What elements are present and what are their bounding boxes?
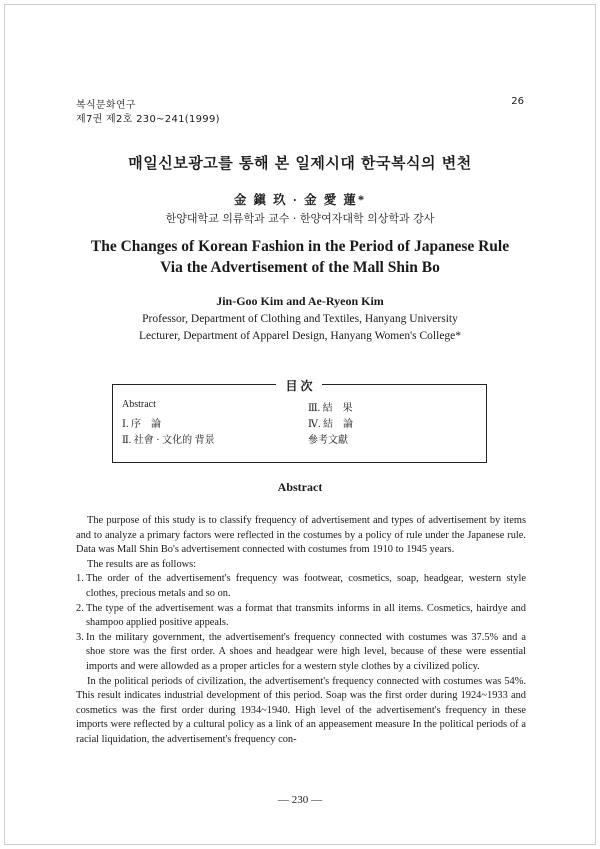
page-frame-top bbox=[4, 4, 596, 5]
header-page-number: 26 bbox=[511, 96, 524, 107]
toc-item-results: Ⅲ. 結 果 bbox=[308, 403, 353, 414]
title-english-line2: Via the Advertisement of the Mall Shin Bo bbox=[160, 259, 440, 276]
toc-rule-right bbox=[322, 384, 486, 385]
affiliation-korean: 한양대학교 의류학과 교수 · 한양여자대학 의상학과 강사 bbox=[165, 212, 435, 225]
list-item-text: The type of the advertisement was a format that transmits informs in all items. Cosmetics, hairdye and shampoo applied positive appeals. bbox=[86, 602, 526, 629]
list-item bbox=[76, 631, 526, 675]
list-item-text: In the military government, the advertisement's frequency connected with costumes was 37.5% and a shoe store was the first order. A shoes and headgear were high level, because of these were essential imports and were allowded as a proper articles for a western style clothes by a civilized policy. bbox=[86, 631, 526, 672]
list-item-number: 2. bbox=[76, 602, 84, 614]
toc-heading: 目 次 bbox=[285, 379, 313, 393]
list-item bbox=[76, 602, 526, 631]
page-frame-right bbox=[595, 4, 596, 845]
title-english-line1: The Changes of Korean Fashion in the Period of Japanese Rule bbox=[90, 238, 510, 255]
abstract-closing: In the political periods of civilization, the advertisement's frequency connected with costumes was 54%. This result indicates industrial development of this period. Soap was the first order during 1924~1933 and cosmetics was the first order during 1934~1940. High level of the advertisement's frequency in these imports were reflected by a cultural policy as a link of an appeasement measure In the political periods of a racial liquidation, the advertisement's frequency con- bbox=[76, 675, 526, 745]
page-frame-bottom bbox=[4, 844, 596, 845]
volume-issue: 제7권 제2호 230~241(1999) bbox=[76, 114, 220, 125]
toc-item-introduction: Ⅰ. 序 論 bbox=[122, 419, 161, 430]
toc-rule-left bbox=[112, 384, 276, 385]
footer-page-number: — 230 — bbox=[278, 794, 322, 806]
toc-item-background: Ⅱ. 社會 · 文化的 背景 bbox=[122, 435, 215, 446]
title-korean: 매일신보광고를 통해 본 일제시대 한국복식의 변천 bbox=[128, 154, 472, 172]
table-of-contents-box bbox=[112, 384, 487, 463]
abstract-results-lead: The results are as follows: bbox=[87, 558, 197, 570]
authors-english: Jin-Goo Kim and Ae-Ryeon Kim bbox=[216, 294, 384, 308]
authors-korean: 金 鎭 玖 · 金 愛 蓮* bbox=[233, 193, 367, 207]
toc-item-abstract: Abstract bbox=[122, 399, 156, 410]
toc-item-references: 參考文獻 bbox=[308, 435, 348, 446]
toc-item-conclusion: Ⅳ. 結 論 bbox=[308, 419, 353, 430]
abstract-intro: The purpose of this study is to classify frequency of advertisement and types of advertisement by items and to analyze a primary factors were reflected in the costumes by a policy of rule under the Japanese rule. Data was Mall Shin Bo's advertisement connected with costumes from 1910 to 1945 years. bbox=[76, 515, 526, 556]
affiliation-english-line2: Lecturer, Department of Apparel Design, Hanyang Women's College* bbox=[138, 330, 462, 342]
list-item bbox=[76, 572, 526, 601]
list-item-number: 1. bbox=[76, 573, 84, 585]
page-frame-left bbox=[4, 4, 5, 845]
affiliation-english-line1: Professor, Department of Clothing and Textiles, Hanyang University bbox=[142, 313, 458, 325]
list-item-number: 3. bbox=[76, 631, 84, 643]
list-item-text: The order of the advertisement's frequency was footwear, cosmetics, soap, headgear, western style clothes, precious metals and so on. bbox=[86, 573, 526, 599]
abstract-heading: Abstract bbox=[277, 480, 323, 494]
abstract-body bbox=[76, 514, 526, 748]
journal-name: 복식문화연구 bbox=[76, 100, 136, 111]
